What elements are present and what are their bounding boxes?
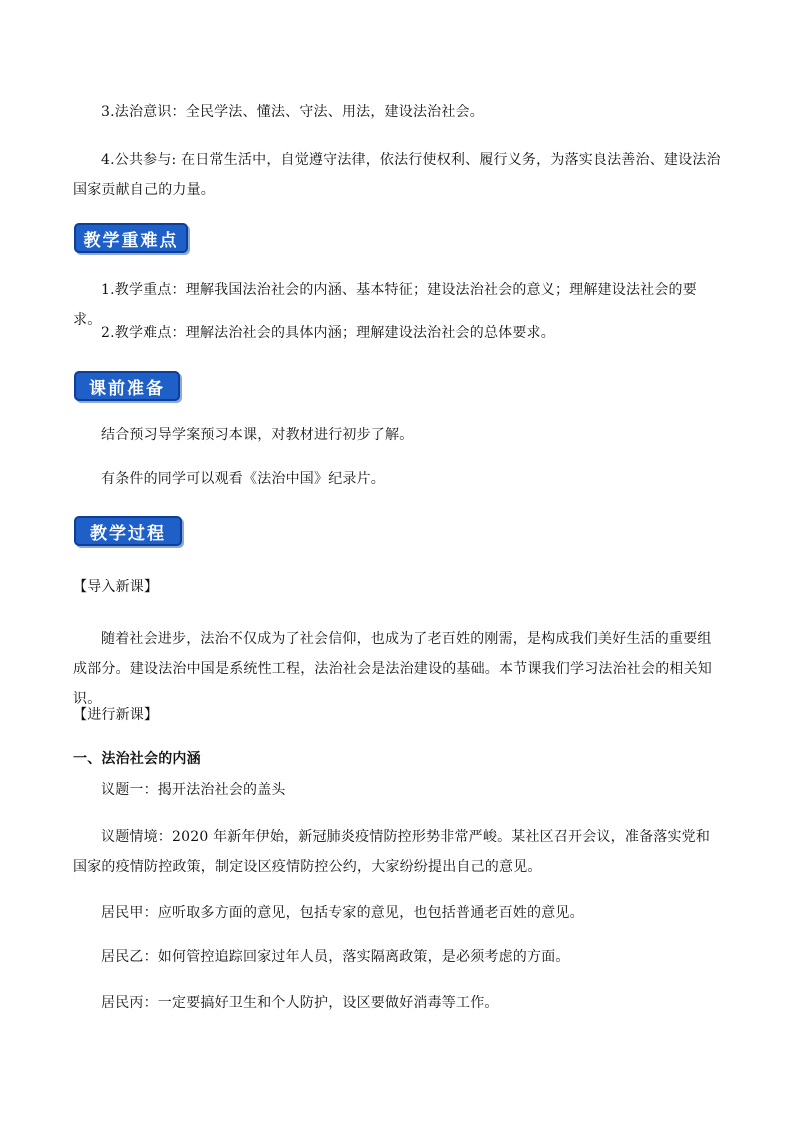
resident-b: 居民乙：如何管控追踪回家过年人员，落实隔离政策，是必须考虑的方面。 — [101, 949, 570, 965]
objective-item-3: 3.法治意识：全民学法、懂法、守法、用法，建设法治社会。 — [101, 104, 484, 120]
preparation-line-2: 有条件的同学可以观看《法治中国》纪录片。 — [101, 471, 385, 487]
topic-1: 议题一：揭开法治社会的盖头 — [101, 782, 286, 798]
section-badge-key-points: 教学重难点 — [74, 223, 188, 253]
section-badge-process: 教学过程 — [74, 516, 182, 546]
intro-text: 随着社会进步，法治不仅成为了社会信仰，也成为了老百姓的刚需，是构成我们美好生活的重要组成部分。建设法治中国是系统性工程，法治社会是法治建设的基础。本节课我们学习法治社会的相关知识。 — [73, 631, 712, 707]
preparation-line-1: 结合预习导学案预习本课，对教材进行初步了解。 — [101, 427, 414, 443]
scenario-text: 议题情境：2020 年新年伊始，新冠肺炎疫情防控形势非常严峻。某社区召开会议，准备落实党和国家的疫情防控政策，制定设区疫情防控公约，大家纷纷提出自己的意见。 — [73, 829, 711, 875]
resident-c: 居民丙：一定要搞好卫生和个人防护，设区要做好消毒等工作。 — [101, 995, 499, 1011]
key-point-item-2: 2.教学难点：理解法治社会的具体内涵；理解建设法治社会的总体要求。 — [101, 325, 555, 341]
section-1-title: 一、法治社会的内涵 — [73, 751, 201, 767]
objective-item-4: 4.公共参与: 在日常生活中，自觉遵守法律，依法行使权利、履行义务，为落实良法善治、建设法治国家贡献自己的力量。 — [73, 152, 721, 198]
key-point-item-1: 1.教学重点：理解我国法治社会的内涵、基本特征；建设法治社会的意义；理解建设法社会的要求。 — [73, 282, 697, 328]
section-badge-preparation: 课前准备 — [74, 371, 180, 401]
new-lesson-label: 【进行新课】 — [73, 707, 159, 723]
resident-a: 居民甲：应听取多方面的意见，包括专家的意见，也包括普通老百姓的意见。 — [101, 905, 584, 921]
intro-label: 【导入新课】 — [73, 579, 159, 595]
